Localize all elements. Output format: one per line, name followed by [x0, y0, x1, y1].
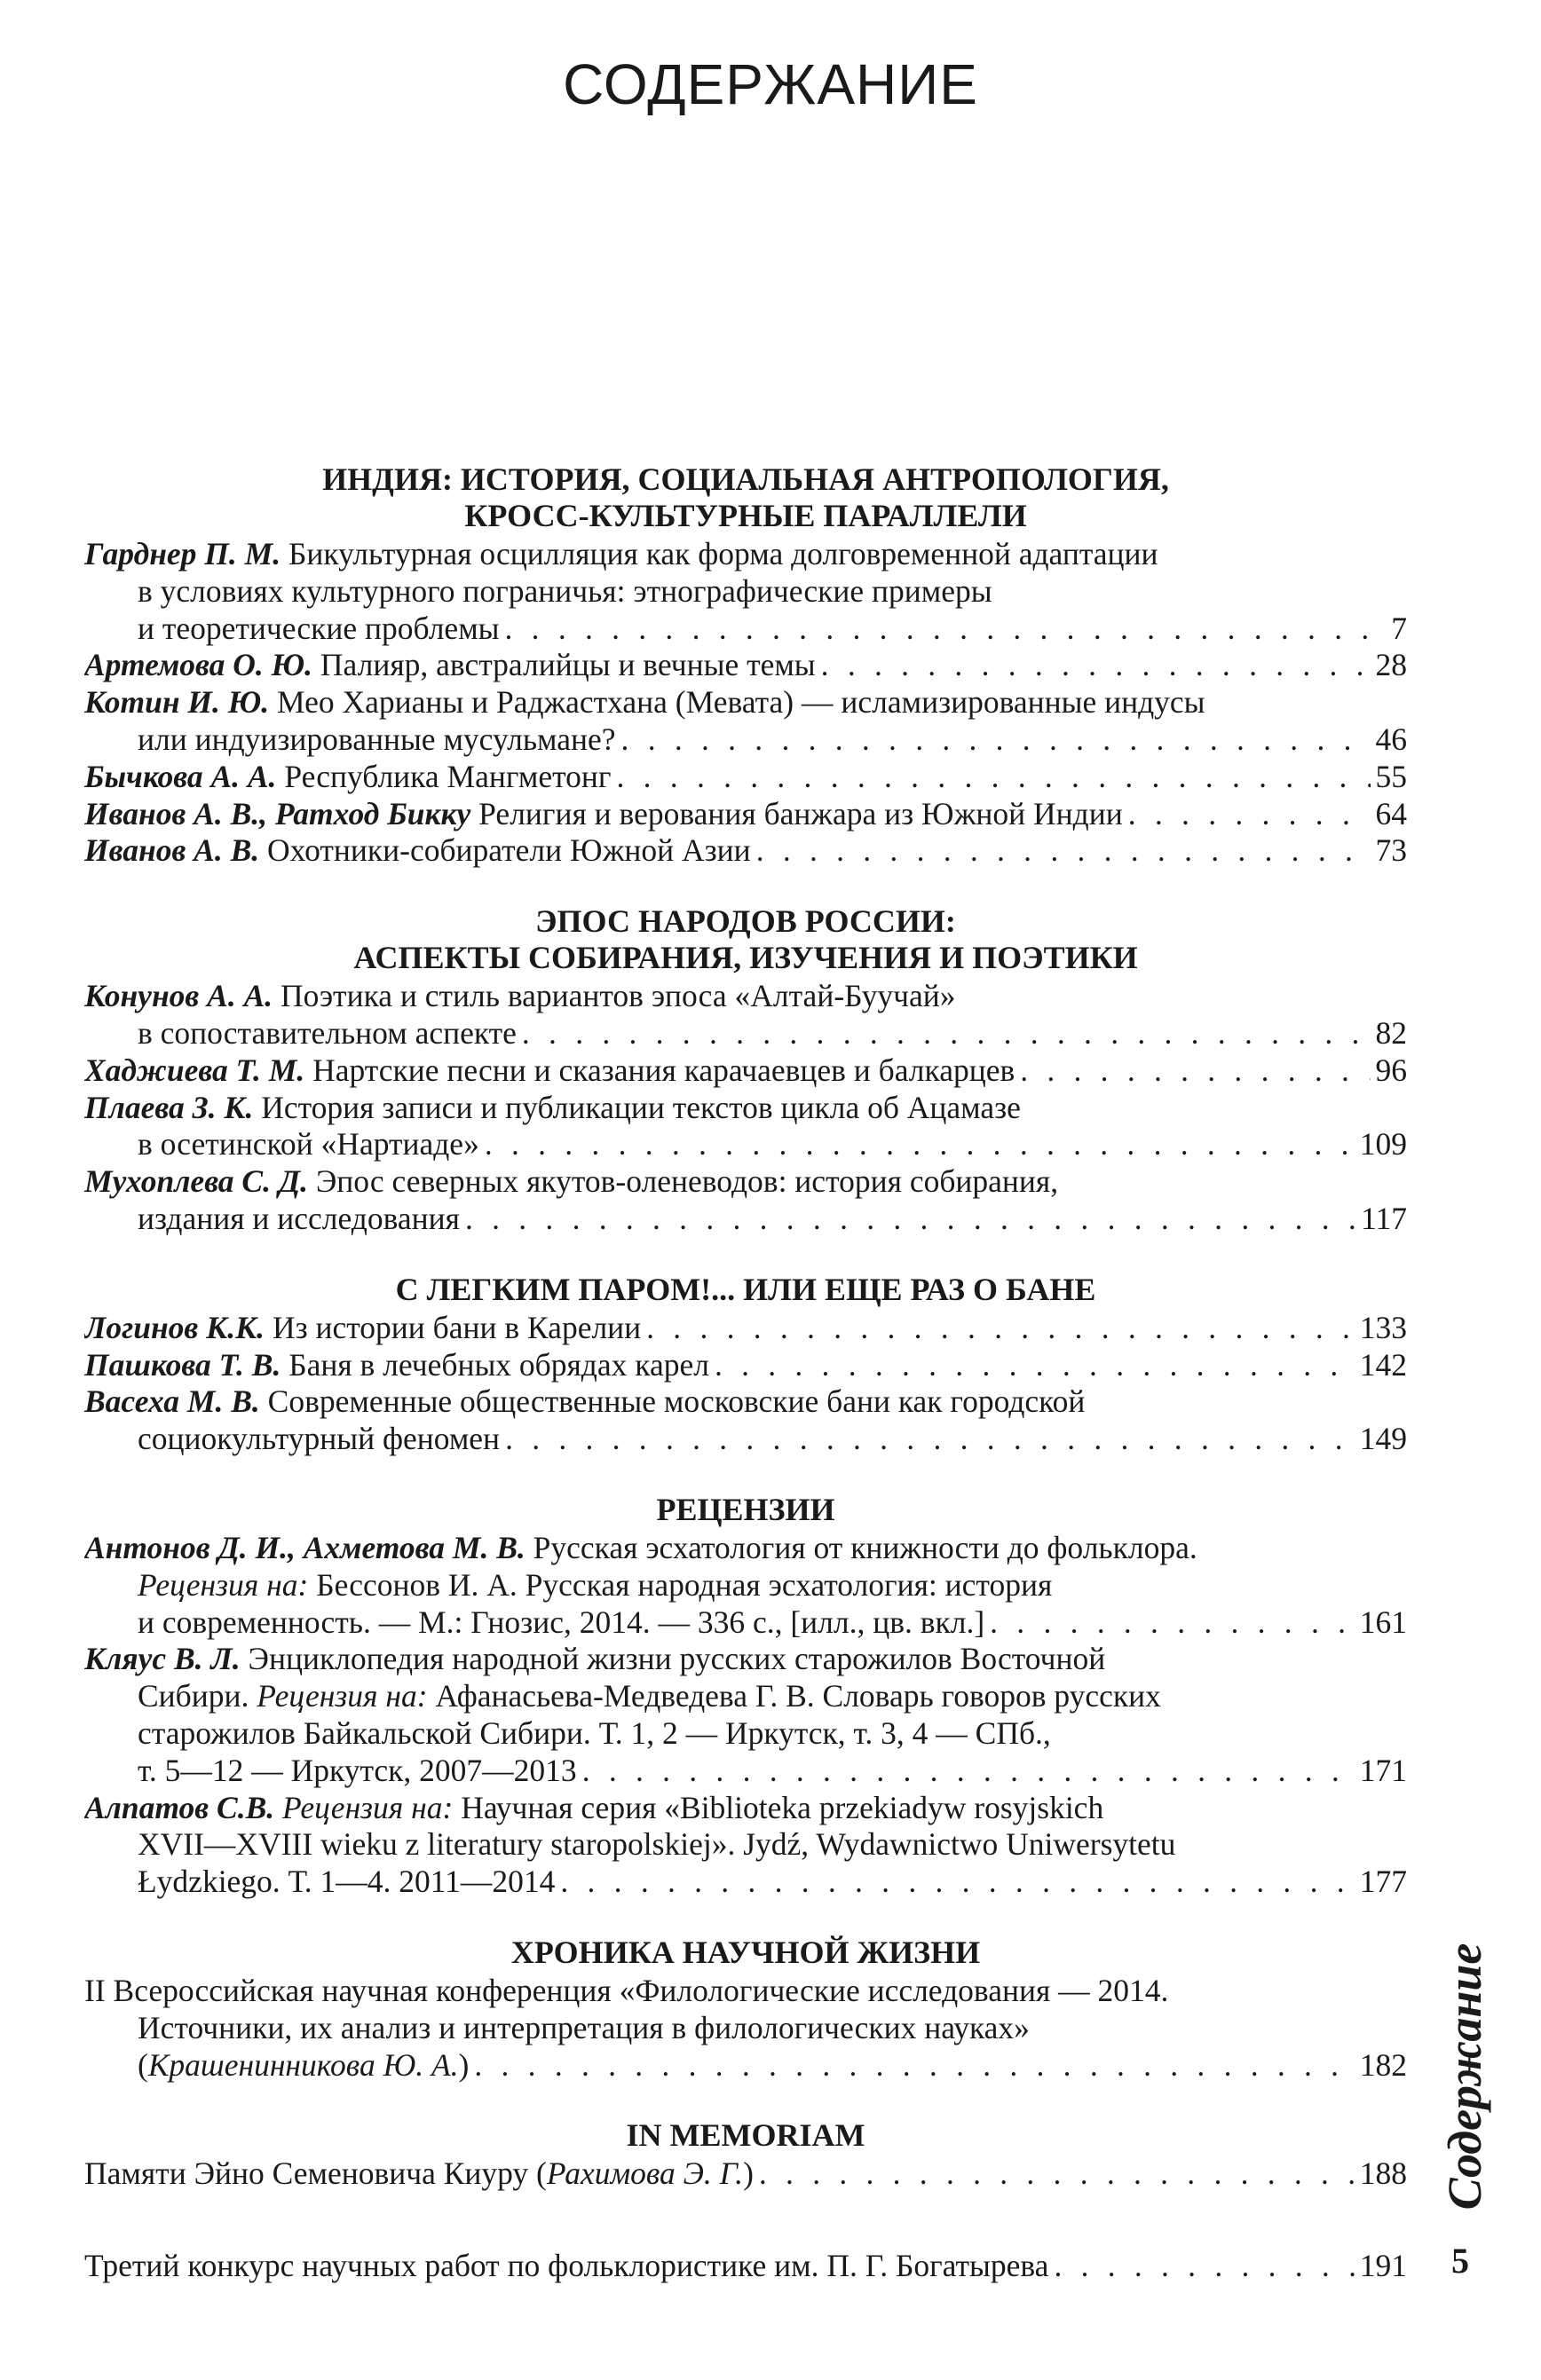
entry-author: Кляус В. Л. — [84, 1641, 241, 1677]
entry-title: Łydzkiego. Т. 1—4. 2011—2014 — [138, 1864, 556, 1900]
entry-title: Третий конкурс научных работ по фольклористике им. П. Г. Богатырева — [84, 2248, 1049, 2284]
section-heading-line: АСПЕКТЫ СОБИРАНИЯ, ИЗУЧЕНИЯ И ПОЭТИКИ — [353, 940, 1138, 976]
review-label: Рецензия на: — [282, 1789, 454, 1825]
entry-page-number: 191 — [1359, 2248, 1407, 2284]
review-label: Рецензия на: — [138, 1566, 309, 1603]
page-title: СОДЕРЖАНИЕ — [563, 52, 978, 116]
entry-title: т. 5—12 — Иркутск, 2007—2013 — [138, 1752, 577, 1788]
section-chronicle — [84, 1935, 1407, 2084]
entry-title: в условиях культурного пограничья: этнографические примеры — [138, 572, 992, 609]
entry-title: Бикультурная осцилляция как форма долговременной адаптации — [288, 536, 1158, 571]
section-memoriam — [84, 2117, 1407, 2193]
entry-page-number: 7 — [1391, 610, 1407, 646]
entry-page-number: 171 — [1359, 1752, 1407, 1788]
toc-entry[interactable] — [84, 1052, 1407, 1090]
entry-title: Баня в лечебных обрядах карел — [288, 1346, 709, 1383]
entry-title: Нартские песни и сказания карачаевцев и балкарцев — [312, 1052, 1015, 1088]
entry-page-number: 188 — [1359, 2155, 1407, 2192]
entry-title: Эпос северных якутов-оленеводов: история собирания, — [315, 1163, 1059, 1200]
entry-title: Источники, их анализ и интерпретация в филологических науках» — [138, 2009, 1030, 2045]
entry-author: Рахимова Э. Г. — [546, 2155, 744, 2192]
entry-page-number: 73 — [1375, 832, 1407, 869]
entry-page-number: 133 — [1359, 1309, 1407, 1345]
review-label: Рецензия на: — [257, 1678, 428, 1714]
entry-author: Антонов Д. И., Ахметова М. В. — [84, 1529, 526, 1565]
entry-author: Бычкова А. А. — [84, 758, 277, 794]
section-heading-line: КРОСС-КУЛЬТУРНЫЕ ПАРАЛЛЕЛИ — [464, 498, 1027, 533]
toc-entry[interactable] — [84, 1641, 1407, 1789]
section-heading — [84, 2117, 1407, 2154]
entry-author: Конунов А. А. — [84, 978, 273, 1014]
side-running-head — [1438, 1943, 1491, 2210]
entry-page-number: 177 — [1359, 1864, 1407, 1900]
entry-page-number: 96 — [1375, 1052, 1407, 1088]
toc-entry[interactable] — [84, 796, 1407, 833]
entry-title: II Всероссийская научная конференция «Филологические исследования — 2014. — [84, 1972, 1169, 2008]
entry-title: и теоретические проблемы — [138, 610, 500, 646]
toc-entry[interactable] — [84, 1163, 1407, 1238]
toc-entry[interactable] — [84, 1383, 1407, 1458]
entry-title: или индуизированные мусульмане? — [138, 721, 616, 757]
entry-title: старожилов Байкальской Сибири. Т. 1, 2 — Иркутск, т. 3, 4 — СПб., — [138, 1714, 1051, 1751]
section-heading-line: ЭПОС НАРОДОВ РОССИИ: — [535, 903, 956, 940]
page-number: 5 — [1451, 2241, 1469, 2281]
toc-entry[interactable] — [84, 1973, 1407, 2084]
toc-entry[interactable] — [84, 1530, 1407, 1641]
section-heading — [84, 461, 1407, 534]
section-reviews — [84, 1492, 1407, 1901]
entry-author: Иванов А. В. — [84, 832, 260, 869]
entry-author: Артемова О. Ю. — [84, 647, 313, 683]
entry-title: в осетинской «Нартиаде» — [138, 1126, 479, 1162]
entry-title: Энциклопедия народной жизни русских старожилов Восточной — [248, 1641, 1106, 1677]
entry-title: Мео Харианы и Раджастхана (Мевата) — исламизированные индусы — [277, 684, 1205, 721]
entry-author: Котин И. Ю. — [84, 684, 270, 721]
section-heading — [84, 1935, 1407, 1971]
section-heading — [84, 1492, 1407, 1528]
entry-bracket: ( — [138, 2046, 148, 2083]
section-india — [84, 461, 1407, 870]
toc-entry[interactable] — [84, 832, 1407, 870]
entry-title: Палияр, австралийцы и вечные темы — [320, 647, 816, 683]
entry-author: Васеха М. В. — [84, 1383, 260, 1420]
section-heading — [84, 903, 1407, 976]
entry-author: Хаджиева Т. М. — [84, 1052, 305, 1088]
entry-title: издания и исследования — [138, 1200, 460, 1236]
section-heading — [84, 1272, 1407, 1308]
entry-page-number: 142 — [1359, 1346, 1407, 1383]
entry-author: Гарднер П. М. — [84, 536, 281, 571]
entry-author: Плаева З. К. — [84, 1089, 254, 1125]
table-of-contents — [84, 461, 1407, 2285]
section-banya — [84, 1272, 1407, 1458]
toc-entry[interactable] — [84, 1790, 1407, 1901]
entry-title: Поэтика и стиль вариантов эпоса «Алтай-Буучай» — [281, 978, 956, 1014]
entry-title: Охотники-собиратели Южной Азии — [267, 832, 751, 869]
toc-entry[interactable] — [84, 759, 1407, 796]
toc-entry[interactable] — [84, 1310, 1407, 1347]
entry-title: Современные общественные московские бани как городской — [267, 1383, 1086, 1420]
entry-title: История записи и публикации текстов цикла об Ацамазе — [261, 1089, 1021, 1125]
entry-bracket: ) — [743, 2155, 754, 2192]
entry-page-number: 82 — [1375, 1014, 1407, 1051]
entry-author: Иванов А. В., Ратход Бикку — [84, 795, 471, 831]
entry-title: Памяти Эйно Семеновича Киуру ( — [84, 2155, 547, 2192]
toc-entry[interactable] — [84, 684, 1407, 759]
entry-title: Сибири. — [138, 1678, 249, 1714]
toc-entry[interactable] — [84, 647, 1407, 684]
toc-entry-final[interactable] — [84, 2248, 1407, 2285]
section-heading-line: ИНДИЯ: ИСТОРИЯ, СОЦИАЛЬНАЯ АНТРОПОЛОГИЯ, — [322, 461, 1169, 497]
entry-page-number: 55 — [1375, 758, 1407, 794]
entry-author: Мухоплева С. Д. — [84, 1163, 308, 1200]
entry-title: Бессонов И. А. Русская народная эсхатология: история — [316, 1566, 1053, 1603]
entry-title: Республика Мангметонг — [284, 758, 612, 794]
toc-entry[interactable] — [84, 2155, 1407, 2193]
entry-page-number: 109 — [1359, 1126, 1407, 1162]
section-heading-line: РЕЦЕНЗИИ — [656, 1491, 835, 1527]
entry-author: Крашенинникова Ю. А. — [147, 2046, 459, 2083]
section-heading-line: IN MEMORIAM — [626, 2117, 865, 2154]
entry-title: Религия и верования банжара из Южной Индии — [478, 795, 1123, 831]
entry-title: Из истории бани в Карелии — [272, 1309, 642, 1345]
entry-page-number: 149 — [1359, 1421, 1407, 1457]
entry-author: Алпатов С.В. — [84, 1789, 275, 1825]
entry-bracket: ) — [458, 2046, 470, 2083]
entry-author: Логинов К.К. — [84, 1309, 265, 1345]
entry-author: Пашкова Т. В. — [84, 1346, 281, 1383]
entry-page-number: 46 — [1375, 721, 1407, 757]
entry-page-number: 161 — [1359, 1604, 1407, 1640]
entry-title: XVII—XVIII wieku z literatury staropolskiej». Jydź, Wydawnictwo Uniwersytetu — [138, 1826, 1176, 1863]
section-epos — [84, 903, 1407, 1238]
entry-title: Научная серия «Biblioteka przekiadyw rosyjskich — [461, 1789, 1104, 1825]
entry-page-number: 64 — [1375, 795, 1407, 831]
entry-page-number: 117 — [1361, 1200, 1407, 1236]
side-running-head-text: Содержание — [1438, 1943, 1491, 2211]
section-heading-line: С ЛЕГКИМ ПАРОМ!... ИЛИ ЕЩЕ РАЗ О БАНЕ — [395, 1271, 1096, 1307]
entry-title: социокультурный феномен — [138, 1421, 501, 1457]
entry-title: Афанасьева-Медведева Г. В. Словарь говоров русских — [435, 1678, 1161, 1714]
entry-title: и современность. — М.: Гнозис, 2014. — 336 с., [илл., цв. вкл.] — [138, 1604, 985, 1640]
toc-entry[interactable] — [84, 1090, 1407, 1164]
entry-title: Русская эсхатология от книжности до фольклора. — [533, 1529, 1197, 1565]
toc-entry[interactable] — [84, 1347, 1407, 1384]
entry-page-number: 182 — [1359, 2046, 1407, 2083]
section-heading-line: ХРОНИКА НАУЧНОЙ ЖИЗНИ — [510, 1934, 981, 1970]
toc-entry[interactable] — [84, 978, 1407, 1052]
entry-title: в сопоставительном аспекте — [138, 1014, 517, 1051]
toc-entry[interactable] — [84, 536, 1407, 647]
entry-page-number: 28 — [1375, 647, 1407, 683]
